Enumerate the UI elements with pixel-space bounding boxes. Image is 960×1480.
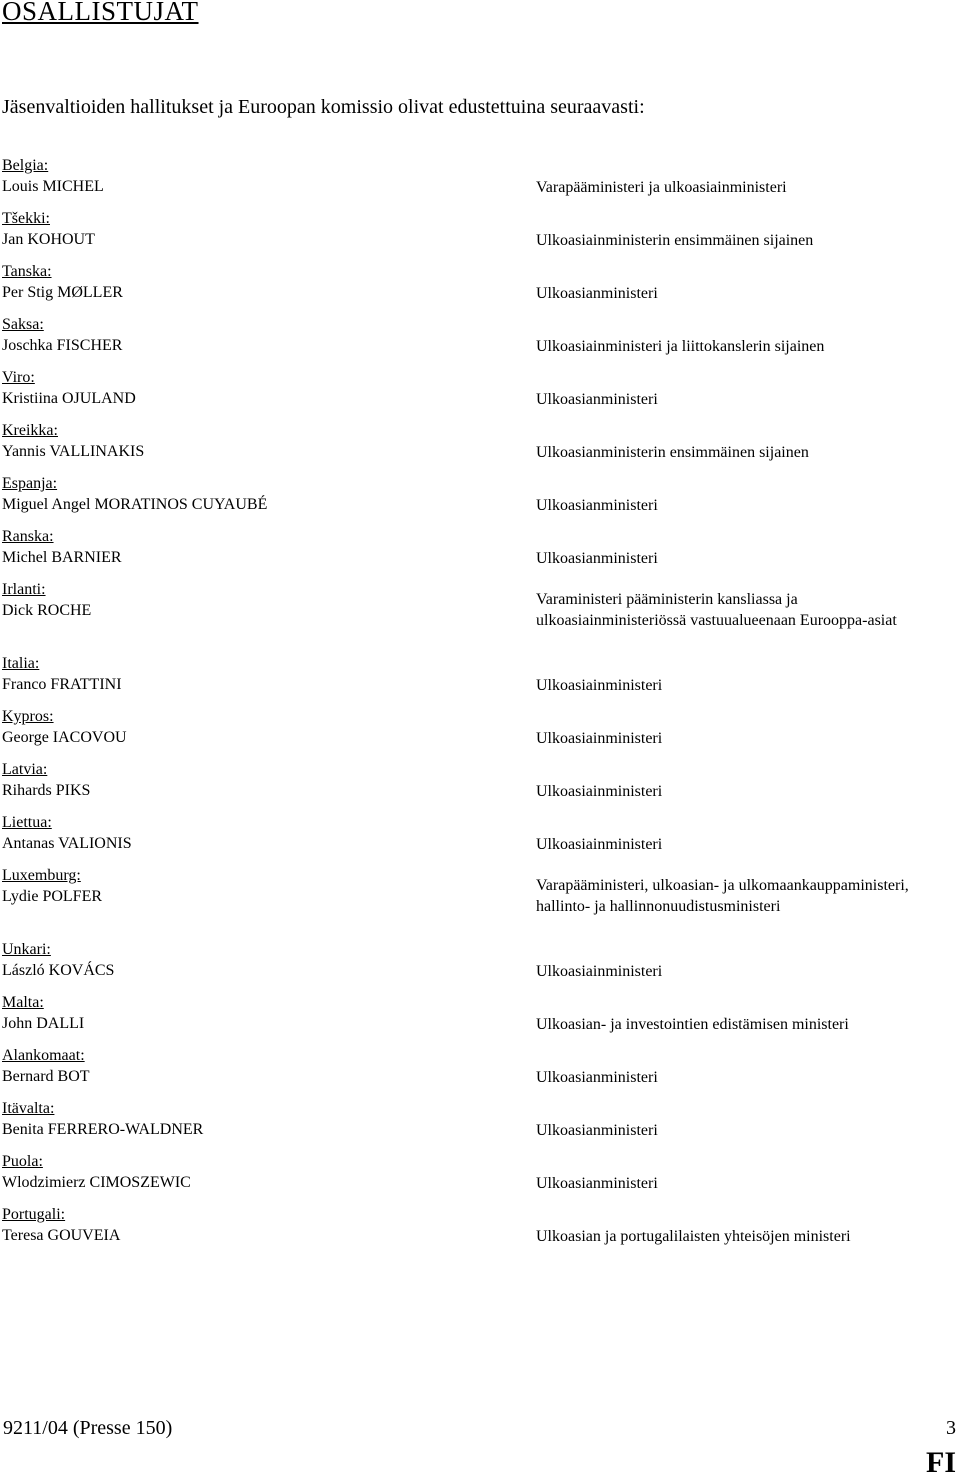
country-label: Tanska: bbox=[2, 263, 52, 280]
country-label: Kreikka: bbox=[2, 422, 58, 439]
participant-role bbox=[536, 1226, 956, 1247]
country-label: Viro: bbox=[2, 369, 35, 386]
participant-name: Benita FERRERO-WALDNER bbox=[2, 1121, 204, 1138]
participant-role bbox=[536, 548, 956, 569]
participant-name: George IACOVOU bbox=[2, 729, 127, 746]
role-line: Ulkoasiainministeri bbox=[536, 836, 663, 853]
participant-role bbox=[536, 589, 956, 631]
role-line: Ulkoasiainministeri bbox=[536, 963, 663, 980]
role-line: Varapääministeri ja ulkoasiainministeri bbox=[536, 179, 787, 196]
participant-role bbox=[536, 781, 956, 802]
participant-name: Miguel Angel MORATINOS CUYAUBÉ bbox=[2, 496, 268, 513]
country-label: Puola: bbox=[2, 1153, 43, 1170]
participant-role bbox=[536, 1120, 956, 1141]
role-line: Ulkoasianministeri bbox=[536, 285, 658, 302]
role-line: Ulkoasianministeri bbox=[536, 1175, 658, 1192]
country-label: Belgia: bbox=[2, 157, 49, 174]
role-line: Varapääministeri, ulkoasian- ja ulkomaankauppaministeri, bbox=[536, 877, 909, 894]
role-line: Ulkoasianministerin ensimmäinen sijainen bbox=[536, 444, 809, 461]
country-label: Ranska: bbox=[2, 528, 54, 545]
country-label: Unkari: bbox=[2, 941, 51, 958]
participant-role bbox=[536, 495, 956, 516]
participant-role bbox=[536, 675, 956, 696]
participant-role bbox=[536, 875, 956, 917]
participant-name: Dick ROCHE bbox=[2, 602, 92, 619]
country-label: Liettua: bbox=[2, 814, 52, 831]
participant-role bbox=[536, 1067, 956, 1088]
participant-name: Franco FRATTINI bbox=[2, 676, 122, 693]
participant-role bbox=[536, 230, 956, 251]
role-line: Ulkoasianministeri bbox=[536, 550, 658, 567]
country-label: Portugali: bbox=[2, 1206, 66, 1223]
participant-role bbox=[536, 961, 956, 982]
footer-page-number: 3 bbox=[946, 1417, 956, 1439]
footer-doc-ref: 9211/04 (Presse 150) bbox=[3, 1417, 173, 1439]
role-line: Ulkoasiainministeri bbox=[536, 730, 663, 747]
participant-role bbox=[536, 177, 956, 198]
participant-name: Bernard BOT bbox=[2, 1068, 90, 1085]
country-label: Saksa: bbox=[2, 316, 44, 333]
participant-name: Yannis VALLINAKIS bbox=[2, 443, 145, 460]
participant-name: Rihards PIKS bbox=[2, 782, 91, 799]
country-label: Alankomaat: bbox=[2, 1047, 85, 1064]
country-label: Italia: bbox=[2, 655, 40, 672]
page-title: OSALLISTUJAT bbox=[2, 0, 199, 26]
role-line: Varaministeri pääministerin kansliassa ja bbox=[536, 591, 798, 608]
participant-name: László KOVÁCS bbox=[2, 962, 115, 979]
country-label: Luxemburg: bbox=[2, 867, 81, 884]
participant-name: Antanas VALIONIS bbox=[2, 835, 132, 852]
country-label: Malta: bbox=[2, 994, 44, 1011]
role-line: Ulkoasianministeri bbox=[536, 391, 658, 408]
country-label: Irlanti: bbox=[2, 581, 46, 598]
participant-name: John DALLI bbox=[2, 1015, 85, 1032]
participant-role bbox=[536, 728, 956, 749]
country-label: Tšekki: bbox=[2, 210, 50, 227]
role-line: Ulkoasian ja portugalilaisten yhteisöjen ministeri bbox=[536, 1228, 851, 1245]
footer-language: FI bbox=[926, 1446, 956, 1479]
participant-name: Per Stig MØLLER bbox=[2, 284, 123, 301]
participant-role bbox=[536, 389, 956, 410]
role-line: Ulkoasiainministerin ensimmäinen sijainen bbox=[536, 232, 814, 249]
intro-text: Jäsenvaltioiden hallitukset ja Euroopan komissio olivat edustettuina seuraavasti: bbox=[2, 96, 645, 118]
role-line: ulkoasiainministeriössä vastuualueenaan Eurooppa-asiat bbox=[536, 612, 897, 629]
participant-name: Kristiina OJULAND bbox=[2, 390, 136, 407]
participant-name: Teresa GOUVEIA bbox=[2, 1227, 121, 1244]
role-line: Ulkoasiainministeri ja liittokanslerin sijainen bbox=[536, 338, 825, 355]
participant-name: Michel BARNIER bbox=[2, 549, 122, 566]
participant-name: Joschka FISCHER bbox=[2, 337, 123, 354]
participant-role bbox=[536, 1014, 956, 1035]
participant-role bbox=[536, 442, 956, 463]
country-label: Itävalta: bbox=[2, 1100, 55, 1117]
participant-role bbox=[536, 1173, 956, 1194]
participant-role bbox=[536, 834, 956, 855]
country-label: Kypros: bbox=[2, 708, 54, 725]
participant-role bbox=[536, 336, 956, 357]
role-line: Ulkoasiainministeri bbox=[536, 677, 663, 694]
participant-name: Louis MICHEL bbox=[2, 178, 104, 195]
role-line: Ulkoasianministeri bbox=[536, 497, 658, 514]
role-line: Ulkoasianministeri bbox=[536, 1122, 658, 1139]
participant-name: Jan KOHOUT bbox=[2, 231, 95, 248]
role-line: Ulkoasiainministeri bbox=[536, 783, 663, 800]
role-line: Ulkoasianministeri bbox=[536, 1069, 658, 1086]
participant-role bbox=[536, 283, 956, 304]
participant-name: Wlodzimierz CIMOSZEWIC bbox=[2, 1174, 191, 1191]
country-label: Latvia: bbox=[2, 761, 48, 778]
country-label: Espanja: bbox=[2, 475, 58, 492]
participant-name: Lydie POLFER bbox=[2, 888, 103, 905]
role-line: Ulkoasian- ja investointien edistämisen ministeri bbox=[536, 1016, 849, 1033]
role-line: hallinto- ja hallinnonuudistusministeri bbox=[536, 898, 781, 915]
